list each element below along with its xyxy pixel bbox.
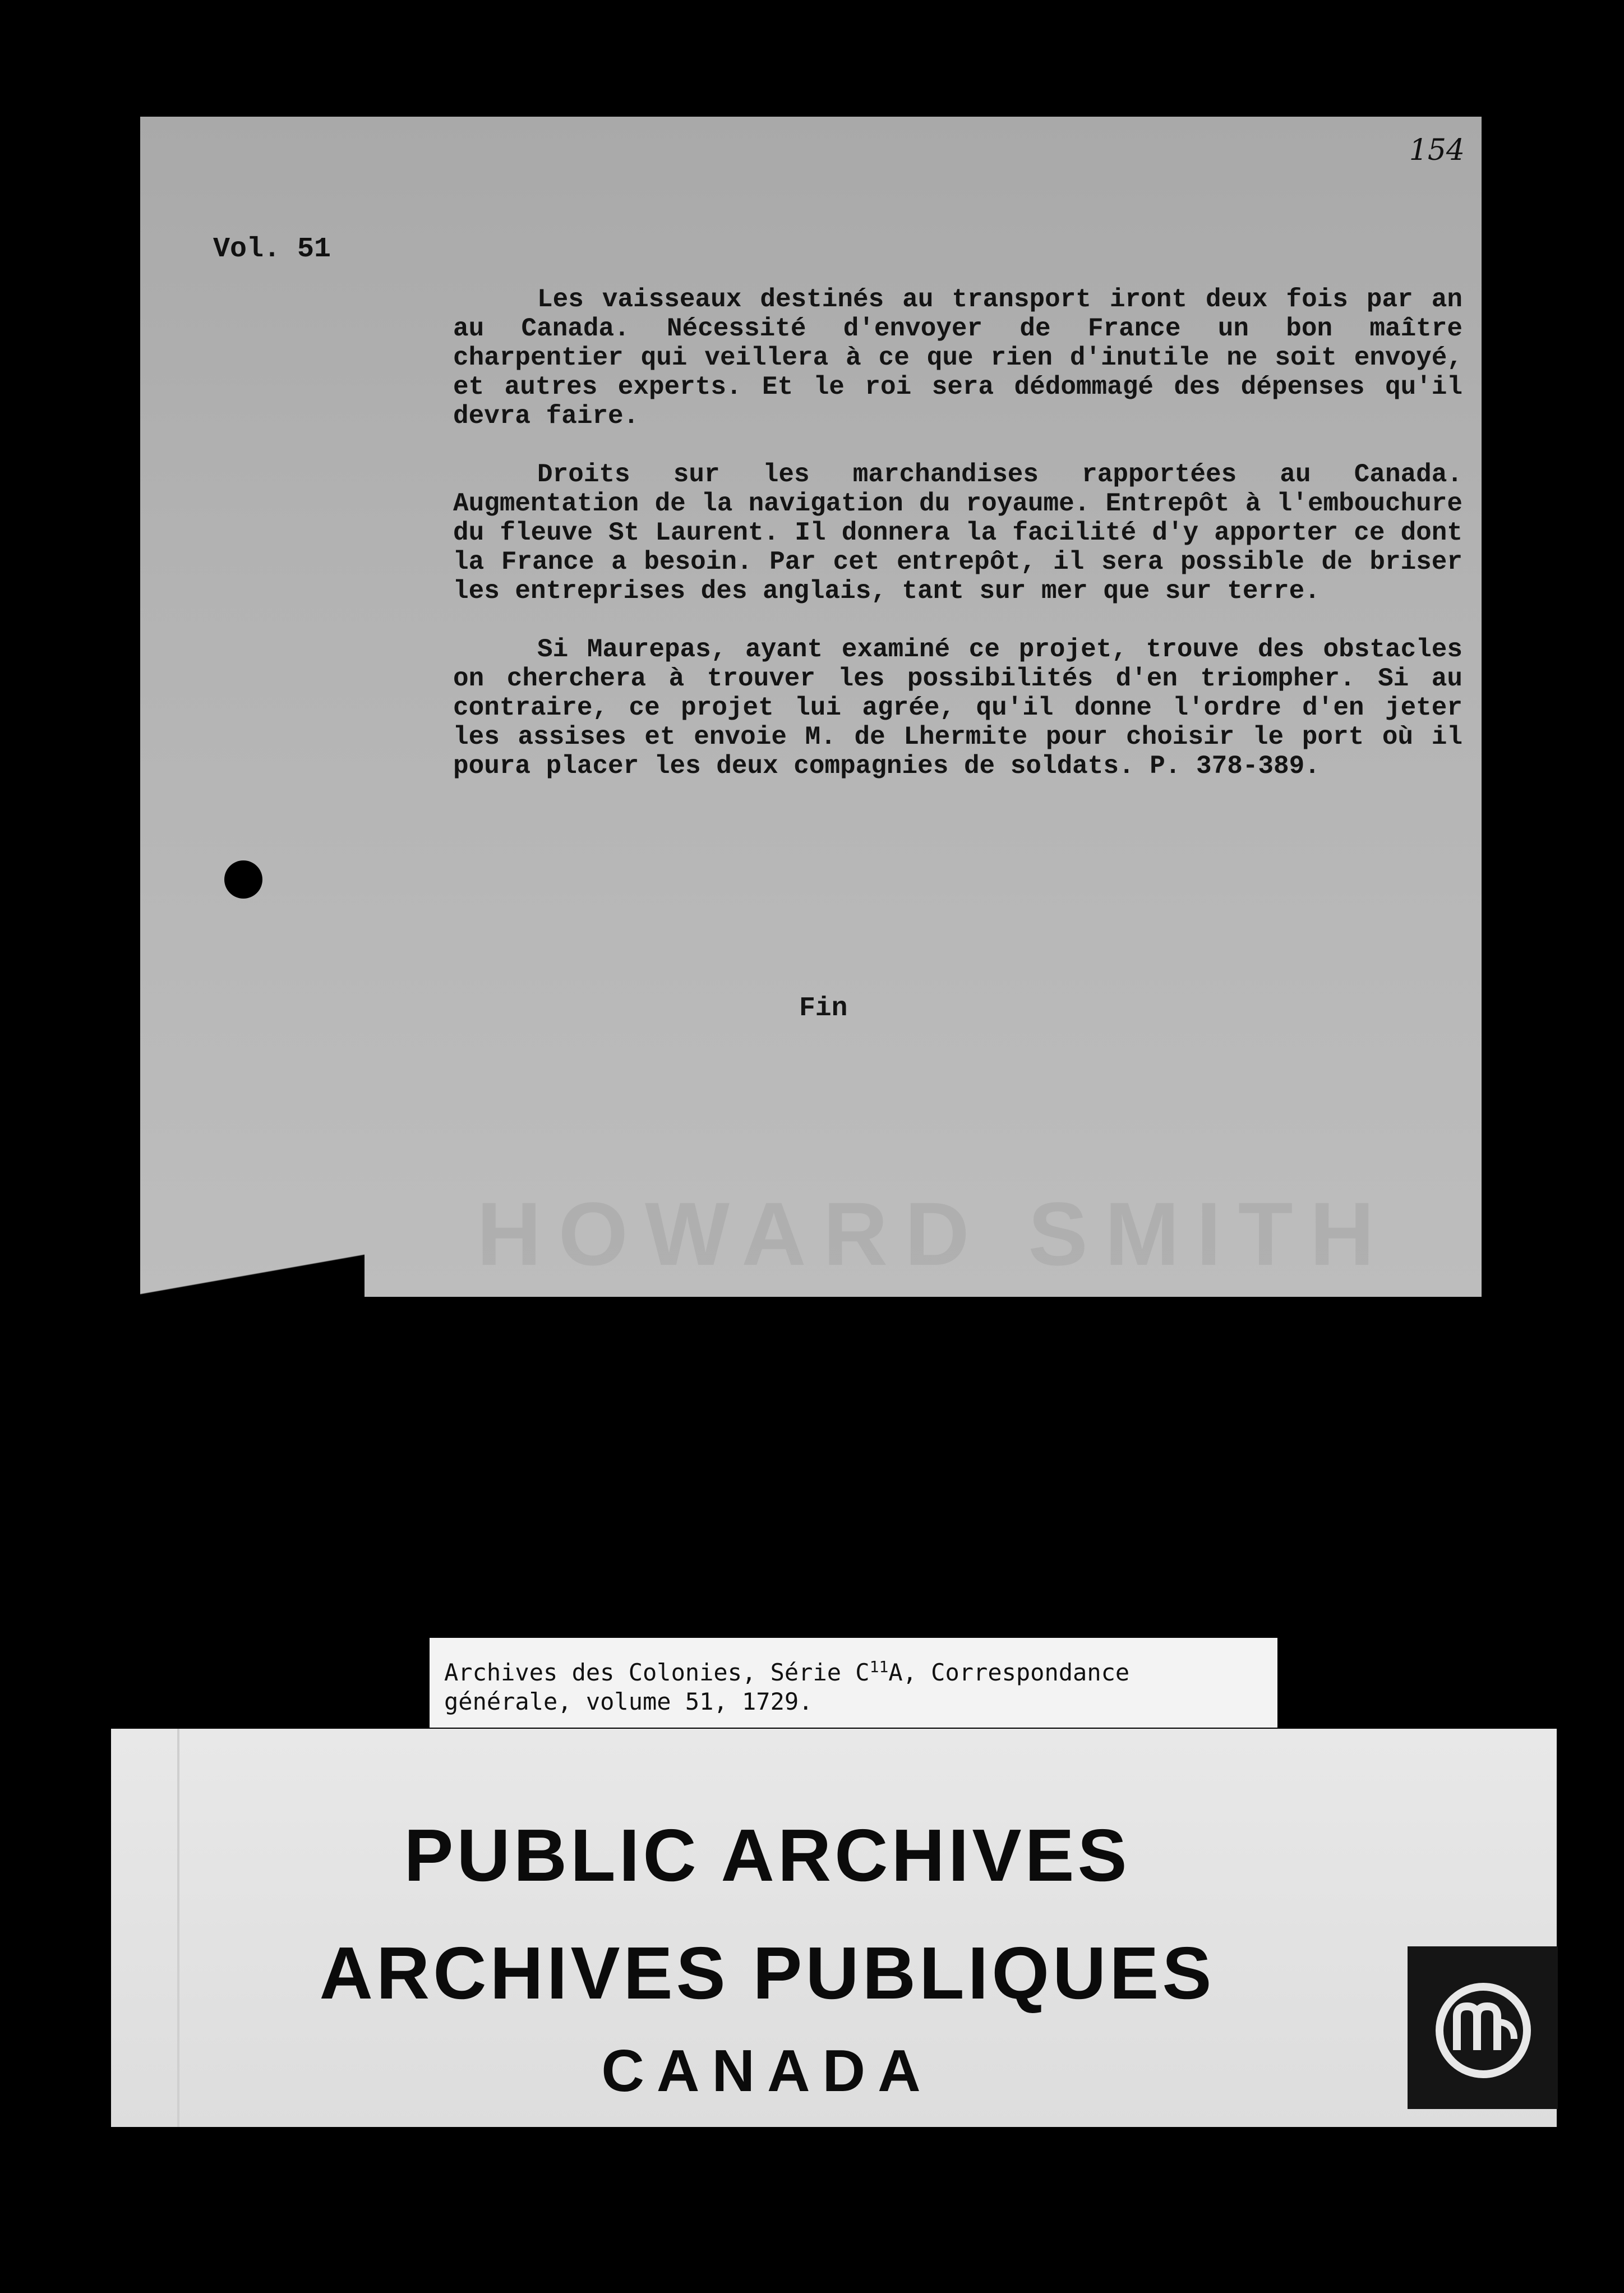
citation-line-2: générale, volume 51, 1729. bbox=[444, 1688, 813, 1715]
page-number: 154 bbox=[1409, 133, 1465, 167]
volume-label: Vol. 51 bbox=[213, 233, 331, 265]
banner-line-1: PUBLIC ARCHIVES bbox=[404, 1814, 1131, 1896]
watermark: HOWARD SMITH bbox=[477, 1184, 1392, 1284]
paragraph-1: Les vaisseaux destinés au transport iront deux fois par an au Canada. Nécessité d'envoyer de France un bon maître charpentier qui veillera à ce que rien d'inutile ne soit envoyé, et autres experts. Et le roi sera dédommagé des dépenses qu'il devra faire. bbox=[453, 285, 1462, 431]
citation-line-1 bbox=[444, 1652, 1263, 1687]
paragraph-2: Droits sur les marchandises rapportées au Canada. Augmentation de la navigation du royaume. Entrepôt à l'embouchure du fleuve St Laurent. Il donnera la facilité d'y apporter ce dont la France a besoin. Par cet entrepôt, il sera possible de briser les entreprises des anglais, tant sur mer que sur terre. bbox=[453, 460, 1462, 606]
citation-suffix: A, Correspondance bbox=[888, 1659, 1130, 1686]
banner-line-3: CANADA bbox=[601, 2038, 933, 2104]
document-body bbox=[453, 285, 1462, 810]
citation-superscript: 11 bbox=[869, 1657, 889, 1676]
banner-line-2: ARCHIVES PUBLIQUES bbox=[319, 1932, 1215, 2014]
archives-banner bbox=[111, 1729, 1557, 2127]
paragraph-3: Si Maurepas, ayant examiné ce projet, trouve des obstacles on cherchera à trouver les possibilités d'en triompher. Si au contraire, ce projet lui agrée, qu'il donne l'ordre d'en jeter les assises et envoie M. de Lhermite pour choisir le port où il poura placer les deux compagnies de soldats. P. 378-389. bbox=[453, 635, 1462, 781]
closing-text: Fin bbox=[799, 993, 848, 1024]
punch-hole bbox=[224, 860, 262, 899]
page-fold bbox=[140, 1230, 365, 1297]
document-page bbox=[140, 117, 1482, 1297]
citation-label bbox=[430, 1638, 1277, 1728]
archives-logo-icon bbox=[1430, 1977, 1537, 2084]
archives-logo bbox=[1408, 1946, 1558, 2109]
citation-prefix: Archives des Colonies, Série C bbox=[444, 1659, 870, 1686]
